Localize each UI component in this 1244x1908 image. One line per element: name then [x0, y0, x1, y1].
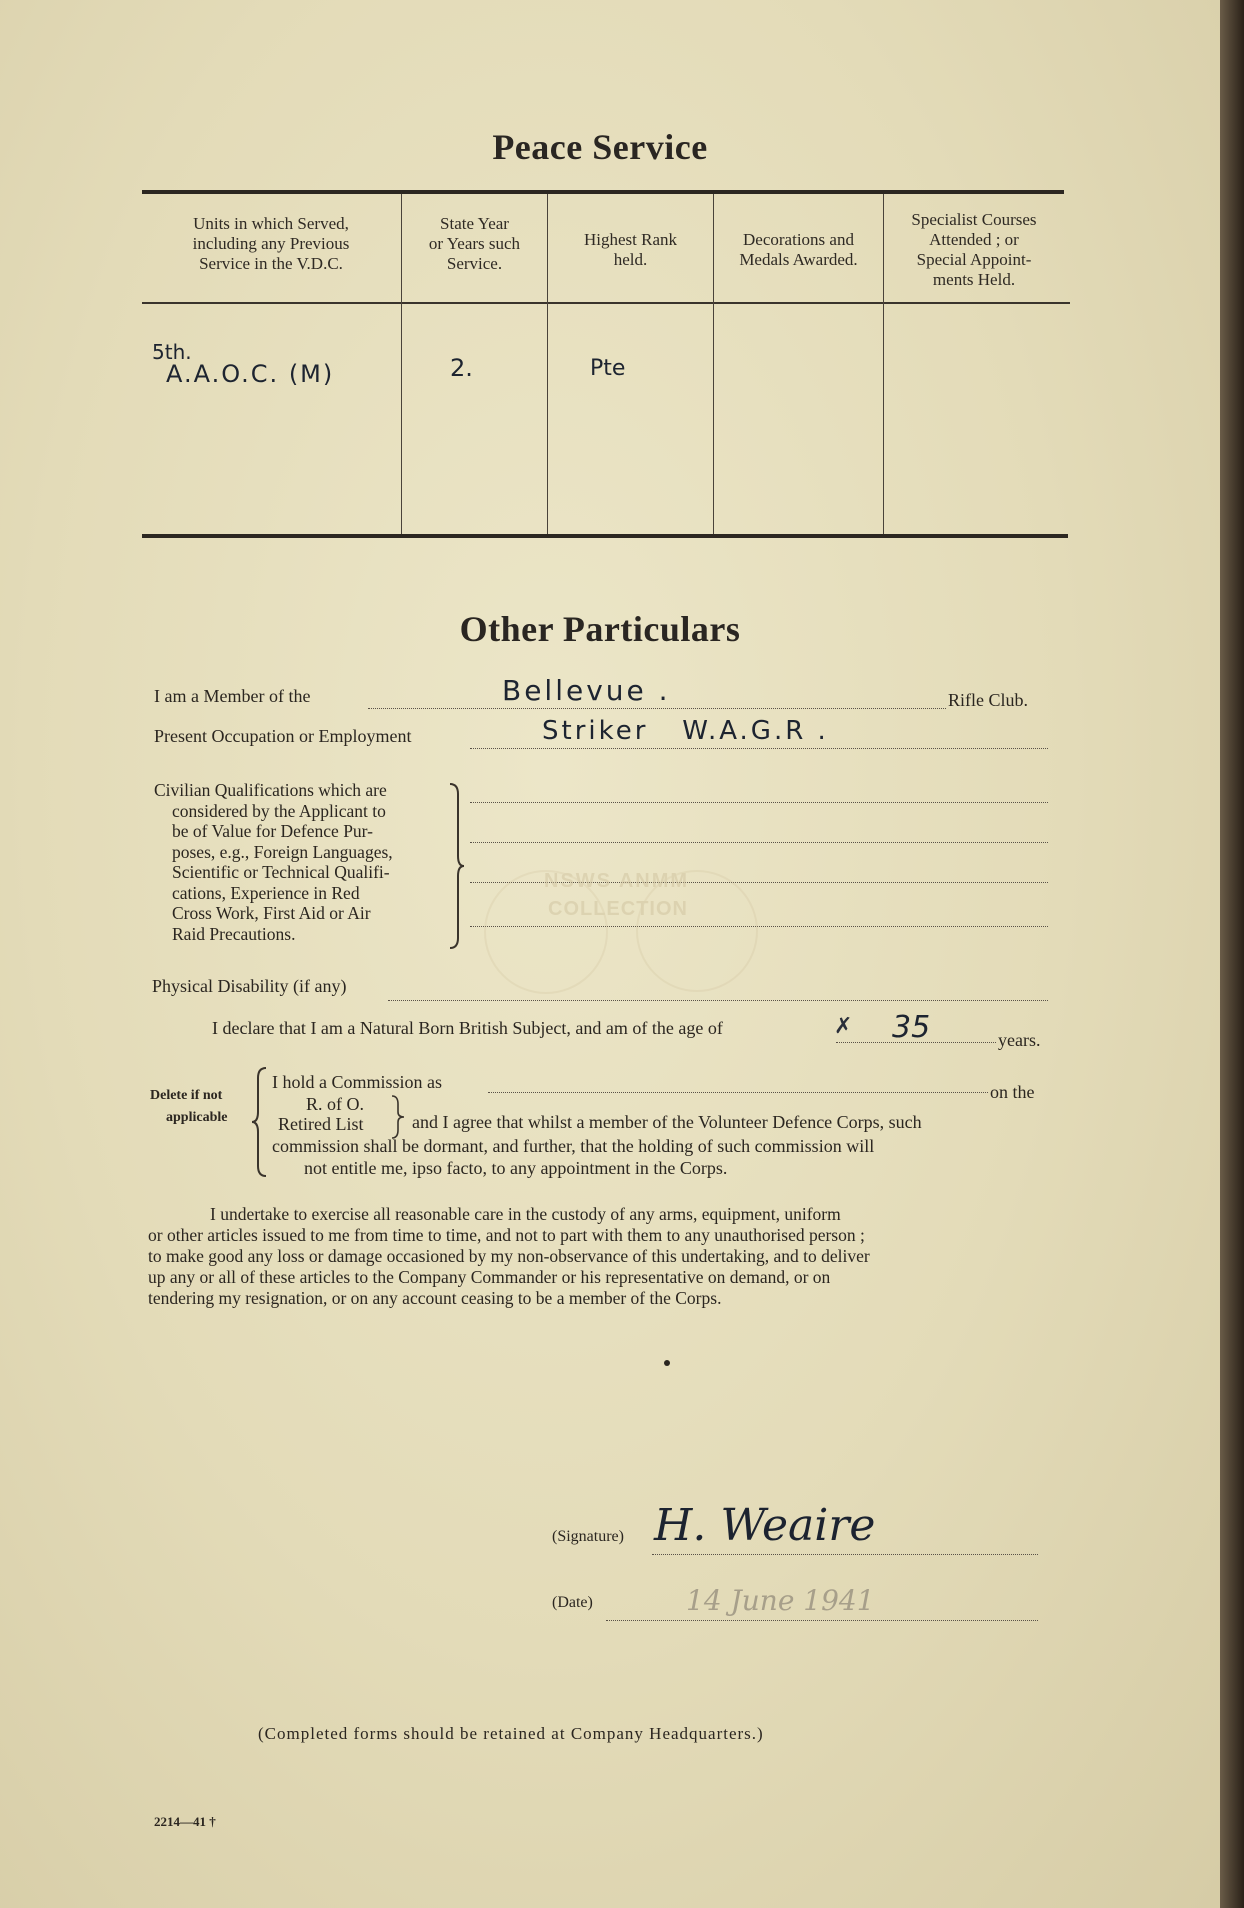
commission-text: and I agree that whilst a member of the Volunteer Defence Corps, such [412, 1112, 922, 1132]
signature-label: (Signature) [552, 1528, 624, 1545]
paragraph-line: to make good any loss or damage occasioned by my non-observance of this undertaking, and to deliver [148, 1246, 870, 1266]
paragraph-line: I undertake to exercise all reasonable care in the custody of any arms, equipment, uniform [210, 1204, 841, 1224]
member-suffix: Rifle Club. [948, 690, 1028, 710]
peace-service-title: Peace Service [492, 127, 708, 167]
physical-disability-line [388, 1000, 1048, 1001]
header-line: Medals Awarded. [739, 250, 858, 269]
commission-retired: Retired List [278, 1114, 364, 1134]
age-value: 35 [892, 1010, 931, 1045]
watermark-text: COLLECTION [548, 898, 688, 920]
commission-dotted-line [488, 1092, 988, 1093]
age-mark: ✗ [834, 1014, 853, 1039]
civilian-qualifications-label [154, 780, 446, 944]
header-line: ments Held. [932, 270, 1016, 289]
commission-ro: R. of O. [306, 1094, 364, 1114]
label-line: Scientific or Technical Qualifi- [172, 862, 390, 882]
qualifications-line [470, 842, 1048, 843]
date-label: (Date) [552, 1594, 593, 1611]
table-bottom-rule [142, 534, 1068, 538]
header-line: Decorations and [743, 230, 854, 249]
paragraph-line: up any or all of these articles to the Company Commander or his representative on demand, or on [148, 1267, 831, 1287]
footer-note: (Completed forms should be retained at Company Headquarters.) [258, 1724, 764, 1743]
commission-text: I hold a Commission as [272, 1072, 442, 1092]
occupation-dotted-line [470, 748, 1048, 749]
signature-line [652, 1554, 1038, 1555]
table-top-rule [142, 190, 1064, 194]
column-header-rank [548, 230, 713, 270]
paragraph-line: tendering my resignation, or on any account ceasing to be a member of the Corps. [148, 1288, 722, 1308]
date-line [606, 1620, 1038, 1621]
header-line: Service. [446, 254, 503, 273]
column-header-courses [884, 210, 1064, 290]
years-label: years. [998, 1030, 1041, 1050]
header-line: Special Appoint- [916, 250, 1032, 269]
collection-watermark [484, 862, 774, 990]
label-line: cations, Experience in Red [172, 882, 360, 903]
commission-text: commission shall be dormant, and further, that the holding of such commission will [272, 1136, 875, 1156]
date-value: 14 June 1941 [686, 1584, 875, 1617]
form-code: 2214—41 † [154, 1814, 216, 1829]
header-line: Service in the V.D.C. [199, 254, 343, 273]
commission-on-the: on the [990, 1082, 1035, 1102]
header-line: Specialist Courses [911, 210, 1037, 229]
qualifications-line [470, 802, 1048, 803]
column-header-years [402, 214, 547, 274]
signature-value: H. Weaire [654, 1500, 876, 1551]
label-line: Cross Work, First Aid or Air [172, 903, 371, 923]
undertaking-paragraph [148, 1204, 1046, 1309]
curly-brace-icon [446, 782, 466, 950]
header-line: or Years such [428, 234, 521, 253]
column-header-decorations [714, 230, 883, 270]
table-header-rule [142, 302, 1070, 304]
header-line: including any Previous [192, 234, 350, 253]
unit-superscript: 5th. [152, 340, 192, 364]
label-line: considered by the Applicant to [172, 800, 386, 821]
curly-brace-icon [390, 1094, 406, 1140]
page-edge-shadow [1220, 0, 1244, 1908]
header-line: Attended ; or [929, 230, 1019, 249]
rank-value: Pte [590, 356, 626, 381]
member-label: I am a Member of the [154, 686, 311, 706]
header-line: held. [613, 250, 648, 269]
paragraph-line: or other articles issued to me from time to time, and not to part with them to any unauthorised person ; [148, 1225, 865, 1245]
physical-disability-label: Physical Disability (if any) [152, 976, 347, 996]
delete-label: Delete if not [150, 1088, 223, 1103]
header-line: Units in which Served, [193, 214, 349, 233]
watermark-text: NSWS ANMM [544, 870, 690, 892]
label-line: be of Value for Defence Pur- [172, 821, 373, 841]
label-line: poses, e.g., Foreign Languages, [172, 841, 393, 862]
ink-dot [664, 1360, 670, 1366]
label-line: Civilian Qualifications which are [154, 780, 387, 800]
other-particulars-title: Other Particulars [459, 609, 741, 649]
header-line: State Year [440, 214, 509, 233]
column-header-units [142, 214, 400, 274]
commission-text: not entitle me, ipso facto, to any appointment in the Corps. [304, 1158, 728, 1178]
unit-value: A.A.O.C. (M) [166, 360, 335, 388]
occupation-label: Present Occupation or Employment [154, 726, 412, 746]
curly-brace-icon [250, 1066, 270, 1178]
member-value: Bellevue . [502, 674, 671, 707]
years-value: 2. [450, 354, 473, 382]
member-dotted-line [368, 708, 946, 709]
occupation-value: Striker W.A.G.R . [542, 716, 829, 746]
delete-label: applicable [166, 1110, 228, 1125]
declaration-text: I declare that I am a Natural Born British Subject, and am of the age of [212, 1018, 723, 1038]
peace-service-table [142, 190, 1070, 538]
header-line: Highest Rank [583, 230, 678, 249]
label-line: Raid Precautions. [172, 923, 296, 944]
